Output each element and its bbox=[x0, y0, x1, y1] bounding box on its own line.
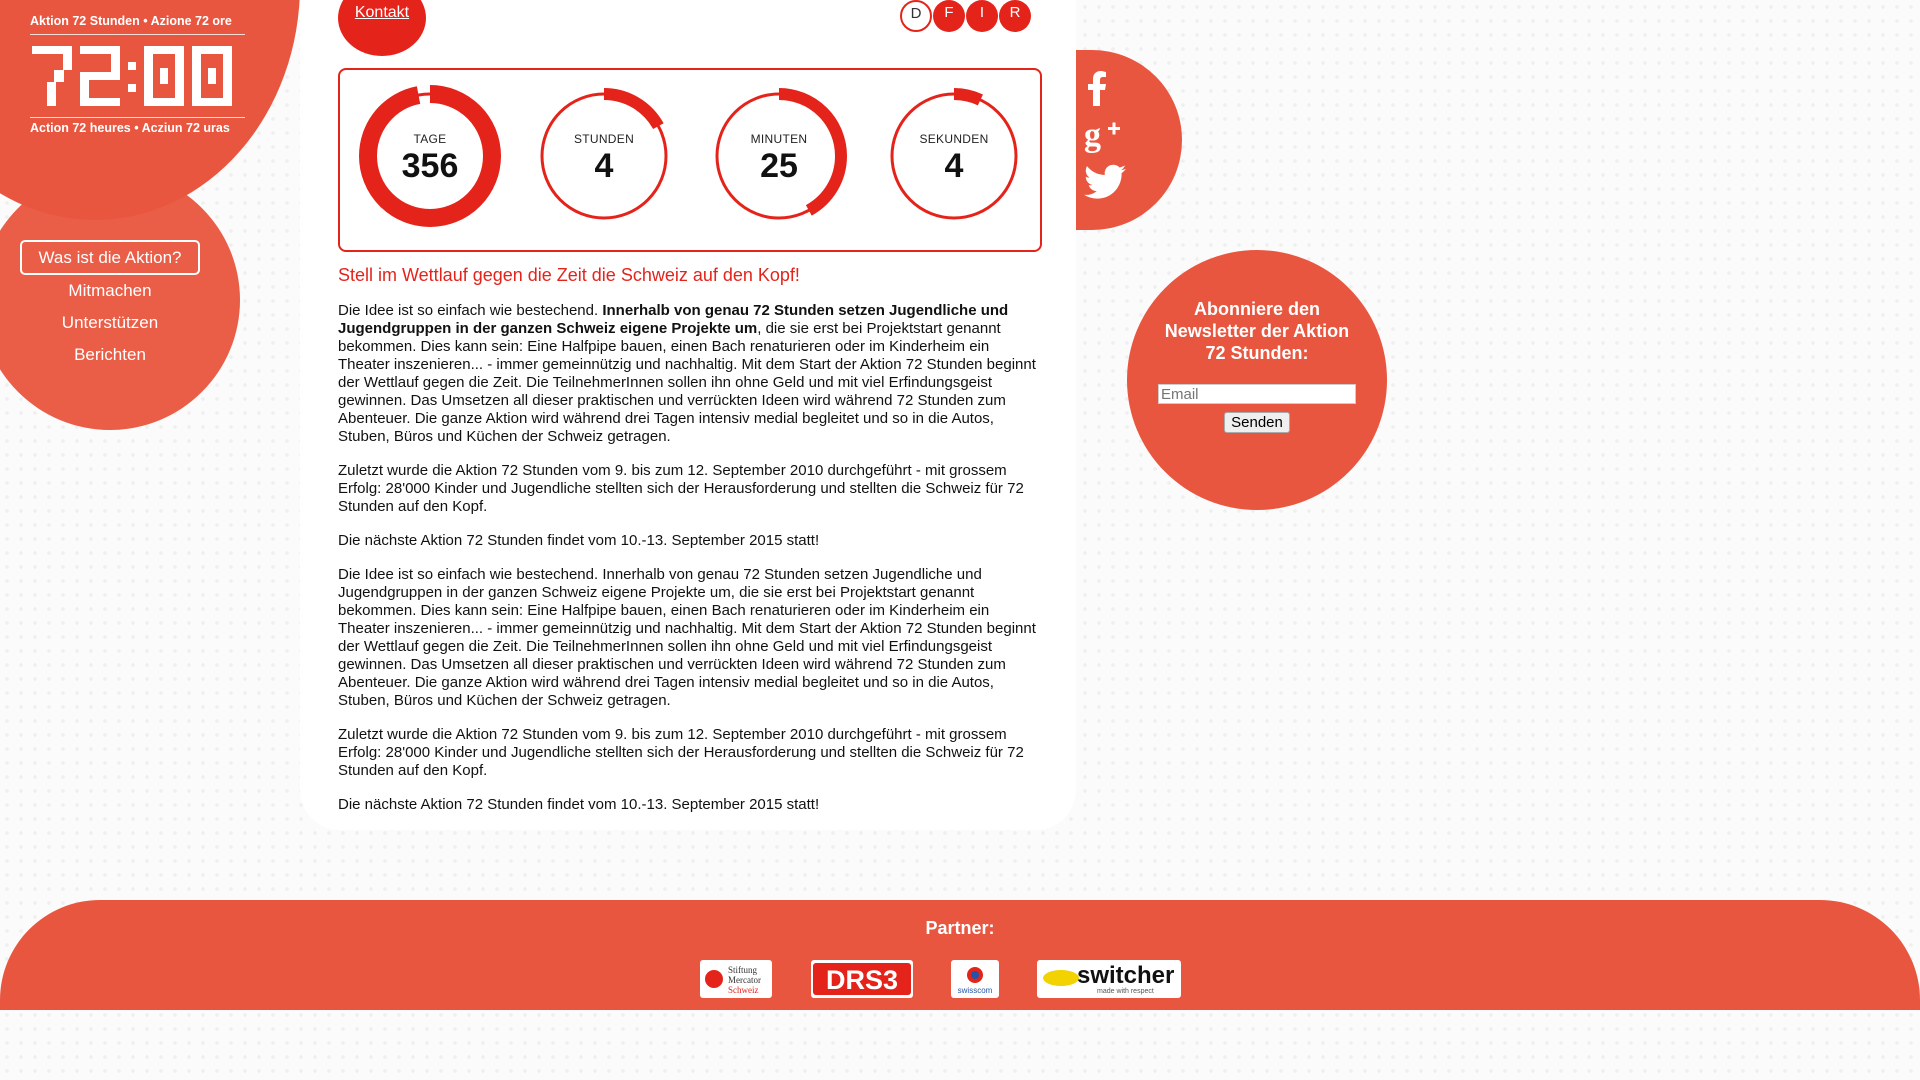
main-nav bbox=[20, 240, 200, 371]
partner-logo-swisscom[interactable] bbox=[951, 960, 999, 998]
countdown-minutes bbox=[707, 84, 851, 228]
article-paragraph: Die nächste Aktion 72 Stunden findet vom 10.-13. September 2015 statt! bbox=[338, 796, 820, 813]
newsletter-signup bbox=[1127, 250, 1387, 510]
logo[interactable] bbox=[30, 14, 245, 135]
google-plus-icon[interactable] bbox=[1084, 118, 1124, 159]
logo-tagline-bottom: Action 72 heures • Acziun 72 uras bbox=[30, 121, 230, 135]
partner-drs3-label: DRS3 bbox=[825, 965, 899, 995]
language-switcher bbox=[900, 0, 1031, 32]
partner-logo-drs3[interactable] bbox=[811, 960, 913, 998]
paragraph-bold-text: Innerhalb von genau 72 Stunden setzen Jugendliche und Jugendgruppen in der ganzen Schweiz eigene Projekte um bbox=[338, 302, 1009, 337]
article-paragraph: Zuletzt wurde die Aktion 72 Stunden vom 9. bis zum 12. September 2010 durchgeführt - mit grossem Erfolg: 28'000 Kinder und Jugendliche stellten sich der Herausforderung und stellten die Schweiz für 72 Stunden auf den Kopf. bbox=[338, 726, 1024, 779]
kontakt-label: Kontakt bbox=[354, 4, 410, 21]
twitter-icon[interactable] bbox=[1084, 164, 1126, 205]
newsletter-title: Abonniere den Newsletter der Aktion 72 Stunden: bbox=[1164, 299, 1350, 363]
seconds-value: 4 bbox=[944, 147, 964, 185]
logo-tagline-top: Aktion 72 Stunden • Azione 72 ore bbox=[30, 14, 232, 28]
partner-title: Partner: bbox=[925, 918, 995, 938]
newsletter-submit-button[interactable]: Senden bbox=[1224, 412, 1290, 433]
hours-value: 4 bbox=[594, 147, 614, 185]
lang-i-button[interactable]: I bbox=[966, 0, 998, 32]
days-value: 356 bbox=[401, 147, 459, 185]
partner-logo-switcher[interactable] bbox=[1037, 960, 1181, 998]
article-paragraph bbox=[338, 302, 1038, 446]
article-paragraph: Die nächste Aktion 72 Stunden findet vom 10.-13. September 2015 statt! bbox=[338, 532, 820, 549]
hours-label: STUNDEN bbox=[573, 132, 635, 146]
nav-item-berichten[interactable]: Berichten bbox=[74, 345, 146, 364]
paragraph-rest: , die sie erst bei Projektstart genannt bekommen. Dies kann sein: Eine Halfpipe bauen, einen Bach renaturieren oder im Kinderheim ein Theater inszenieren... - immer gemeinnützig und nachhaltig. Mit dem Start der Aktion 72 Stunden beginnt der Wettlauf gegen die Zeit. Die TeilnehmerInnen sollen ihn ohne Geld und mit viel Erfindungsgeist gewinnen. Das Umsetzen all dieser praktischen und verrückten Ideen wird während 72 Stunden zum Abenteuer. Die ganze Aktion wird während drei Tagen intensiv medial begleitet und so in die Autos, Stuben, Büros und Küchen der Schweiz getragen. bbox=[338, 320, 1036, 445]
seconds-label: SEKUNDEN bbox=[919, 132, 989, 146]
countdown-box bbox=[338, 68, 1042, 252]
nav-item-unterstuetzen[interactable]: Unterstützen bbox=[61, 313, 159, 332]
countdown-days bbox=[358, 84, 502, 228]
newsletter-email-input[interactable] bbox=[1158, 384, 1356, 404]
partner-mercator-line3: Schweiz bbox=[728, 985, 759, 995]
facebook-icon[interactable] bbox=[1086, 70, 1108, 111]
logo-colon bbox=[126, 44, 138, 108]
lang-d-button[interactable]: D bbox=[900, 0, 932, 32]
partner-switcher-tagline: made with respect bbox=[1097, 988, 1154, 995]
logo-time-display bbox=[30, 38, 245, 114]
logo-digit-0 bbox=[142, 44, 186, 108]
lang-r-button[interactable]: R bbox=[999, 0, 1031, 32]
countdown-hours bbox=[532, 84, 676, 228]
paragraph-intro: Die Idee ist so einfach wie bestechend. bbox=[338, 302, 603, 319]
nav-item-was-ist-die-aktion[interactable]: Was ist die Aktion? bbox=[20, 240, 200, 275]
partner-mercator-line2: Mercator bbox=[728, 975, 761, 985]
partner-logo-stiftung-mercator[interactable] bbox=[700, 960, 772, 998]
logo-divider bbox=[30, 34, 245, 35]
svg-text:g: g bbox=[1084, 118, 1101, 154]
logo-digit-2 bbox=[78, 44, 122, 108]
countdown-seconds bbox=[882, 84, 1026, 228]
logo-digit-0 bbox=[190, 44, 234, 108]
article-headline: Stell im Wettlauf gegen die Zeit die Schweiz auf den Kopf! bbox=[338, 265, 800, 285]
article-paragraph: Zuletzt wurde die Aktion 72 Stunden vom 9. bis zum 12. September 2010 durchgeführt - mit grossem Erfolg: 28'000 Kinder und Jugendliche stellten sich der Herausforderung und stellten die Schweiz für 72 Stunden auf den Kopf. bbox=[338, 462, 1024, 515]
social-links bbox=[1076, 50, 1182, 230]
nav-item-mitmachen[interactable]: Mitmachen bbox=[68, 281, 152, 300]
footer bbox=[0, 900, 1920, 1010]
partner-switcher-label: switcher bbox=[1077, 962, 1175, 989]
minutes-value: 25 bbox=[760, 147, 798, 185]
days-label: TAGE bbox=[413, 132, 447, 146]
article-paragraph: Die Idee ist so einfach wie bestechend. Innerhalb von genau 72 Stunden setzen Jugendliche und Jugendgruppen in der ganzen Schweiz eigene Projekte um, die sie erst bei Projektstart genannt bekommen. Dies kann sein: Eine Halfpipe bauen, einen Bach renaturieren oder im Kinderheim ein Theater inszenieren... - immer gemeinnützig und nachhaltig. Mit dem Start der Aktion 72 Stunden beginnt der Wettlauf gegen die Zeit. Die TeilnehmerInnen sollen ihn ohne Geld und mit viel Erfindungsgeist gewinnen. Das Umsetzen all dieser praktischen und verrückten Ideen wird während 72 Stunden zum Abenteuer. Die ganze Aktion wird während drei Tagen intensiv medial begleitet und so in die Autos, Stuben, Büros und Küchen der Schweiz getragen. bbox=[338, 566, 1036, 709]
logo-divider bbox=[30, 117, 245, 118]
logo-digit-7 bbox=[30, 44, 74, 108]
article bbox=[338, 266, 1038, 830]
lang-f-button[interactable]: F bbox=[933, 0, 965, 32]
minutes-label: MINUTEN bbox=[750, 132, 808, 146]
partner-mercator-line1: Stiftung bbox=[728, 965, 758, 975]
partner-swisscom-label: swisscom bbox=[957, 986, 993, 995]
